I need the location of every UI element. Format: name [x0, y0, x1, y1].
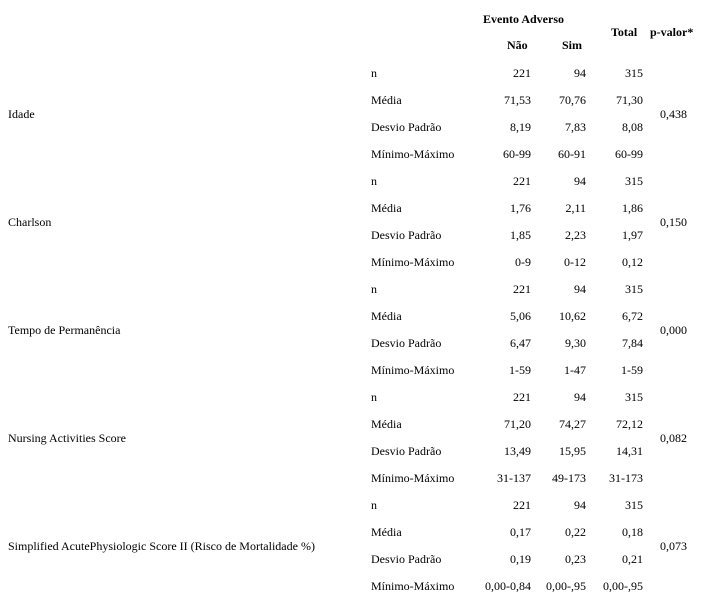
cell-total: 315: [625, 174, 643, 188]
p-value: 0,438: [660, 106, 687, 121]
cell-nao: 6,47: [510, 336, 531, 350]
cell-sim: 2,23: [565, 228, 586, 242]
cell-nao: 1,85: [510, 228, 531, 242]
cell-nao: 0-9: [515, 255, 531, 269]
cell-total: 1,97: [622, 228, 643, 242]
cell-total: 71,30: [616, 93, 643, 107]
cell-sim: 1-47: [564, 363, 586, 377]
cell-nao: 221: [513, 66, 531, 80]
cell-total: 315: [625, 282, 643, 296]
stat-label: Média: [371, 309, 402, 323]
stat-label: Desvio Padrão: [371, 336, 442, 350]
stat-label: n: [371, 282, 377, 296]
stat-label: n: [371, 498, 377, 512]
cell-sim: 0,23: [565, 552, 586, 566]
stat-label: Média: [371, 201, 402, 215]
cell-nao: 221: [513, 174, 531, 188]
cell-nao: 8,19: [510, 120, 531, 134]
cell-sim: 0-12: [564, 255, 586, 269]
cell-nao: 1,76: [510, 201, 531, 215]
cell-total: 0,12: [622, 255, 643, 269]
cell-sim: 7,83: [565, 120, 586, 134]
cell-nao: 221: [513, 390, 531, 404]
cell-sim: 9,30: [565, 336, 586, 350]
variable-label: Charlson: [8, 214, 52, 229]
variable-label: Nursing Activities Score: [8, 430, 126, 445]
stat-label: Média: [371, 417, 402, 431]
stat-label: Média: [371, 525, 402, 539]
cell-total: 315: [625, 498, 643, 512]
stat-label: Média: [371, 93, 402, 107]
cell-total: 14,31: [616, 444, 643, 458]
cell-nao: 0,00-0,84: [485, 579, 531, 593]
p-value: 0,150: [660, 214, 687, 229]
variable-label: Idade: [8, 106, 35, 121]
cell-nao: 31-137: [497, 471, 531, 485]
p-value: 0,000: [660, 322, 687, 337]
cell-sim: 60-91: [558, 147, 586, 161]
cell-total: 6,72: [622, 309, 643, 323]
cell-sim: 70,76: [559, 93, 586, 107]
stat-label: n: [371, 174, 377, 188]
cell-total: 315: [625, 390, 643, 404]
cell-total: 315: [625, 66, 643, 80]
cell-sim: 74,27: [559, 417, 586, 431]
header-col-total: Total: [611, 25, 638, 39]
cell-sim: 94: [574, 498, 586, 512]
stat-label: Desvio Padrão: [371, 444, 442, 458]
cell-nao: 60-99: [503, 147, 531, 161]
stat-label: Mínimo-Máximo: [371, 471, 455, 485]
cell-sim: 94: [574, 66, 586, 80]
stat-label: Mínimo-Máximo: [371, 255, 455, 269]
cell-sim: 15,95: [559, 444, 586, 458]
cell-nao: 71,53: [504, 93, 531, 107]
variable-label: Simplified AcutePhysiologic Score II (Risco de Mortalidade %): [8, 538, 315, 553]
cell-total: 7,84: [622, 336, 643, 350]
cell-sim: 49-173: [552, 471, 586, 485]
header-col-pvalue: p-valor*: [650, 25, 694, 39]
cell-sim: 0,00-,95: [546, 579, 586, 593]
cell-total: 0,00-,95: [603, 579, 643, 593]
cell-nao: 13,49: [504, 444, 531, 458]
stat-label: Mínimo-Máximo: [371, 147, 455, 161]
variable-label: Tempo de Permanência: [8, 322, 121, 337]
cell-total: 0,21: [622, 552, 643, 566]
stat-label: Mínimo-Máximo: [371, 579, 455, 593]
stat-label: Desvio Padrão: [371, 228, 442, 242]
header-group-evento-adverso: Evento Adverso: [483, 12, 564, 26]
stat-label: Desvio Padrão: [371, 552, 442, 566]
cell-nao: 1-59: [509, 363, 531, 377]
cell-total: 0,18: [622, 525, 643, 539]
stat-label: Mínimo-Máximo: [371, 363, 455, 377]
header-col-sim: Sim: [562, 38, 583, 52]
cell-total: 1,86: [622, 201, 643, 215]
p-value: 0,082: [660, 430, 687, 445]
cell-nao: 0,19: [510, 552, 531, 566]
cell-total: 8,08: [622, 120, 643, 134]
cell-total: 31-173: [609, 471, 643, 485]
cell-nao: 5,06: [510, 309, 531, 323]
header-col-nao: Não: [507, 38, 528, 52]
stat-label: Desvio Padrão: [371, 120, 442, 134]
cell-nao: 221: [513, 498, 531, 512]
stat-label: n: [371, 66, 377, 80]
cell-sim: 94: [574, 174, 586, 188]
cell-sim: 94: [574, 390, 586, 404]
cell-nao: 221: [513, 282, 531, 296]
cell-total: 60-99: [615, 147, 643, 161]
cell-sim: 94: [574, 282, 586, 296]
cell-nao: 0,17: [510, 525, 531, 539]
cell-sim: 10,62: [559, 309, 586, 323]
cell-total: 72,12: [616, 417, 643, 431]
stat-label: n: [371, 390, 377, 404]
cell-nao: 71,20: [504, 417, 531, 431]
p-value: 0,073: [660, 538, 687, 553]
cell-sim: 0,22: [565, 525, 586, 539]
cell-sim: 2,11: [565, 201, 586, 215]
cell-total: 1-59: [621, 363, 643, 377]
